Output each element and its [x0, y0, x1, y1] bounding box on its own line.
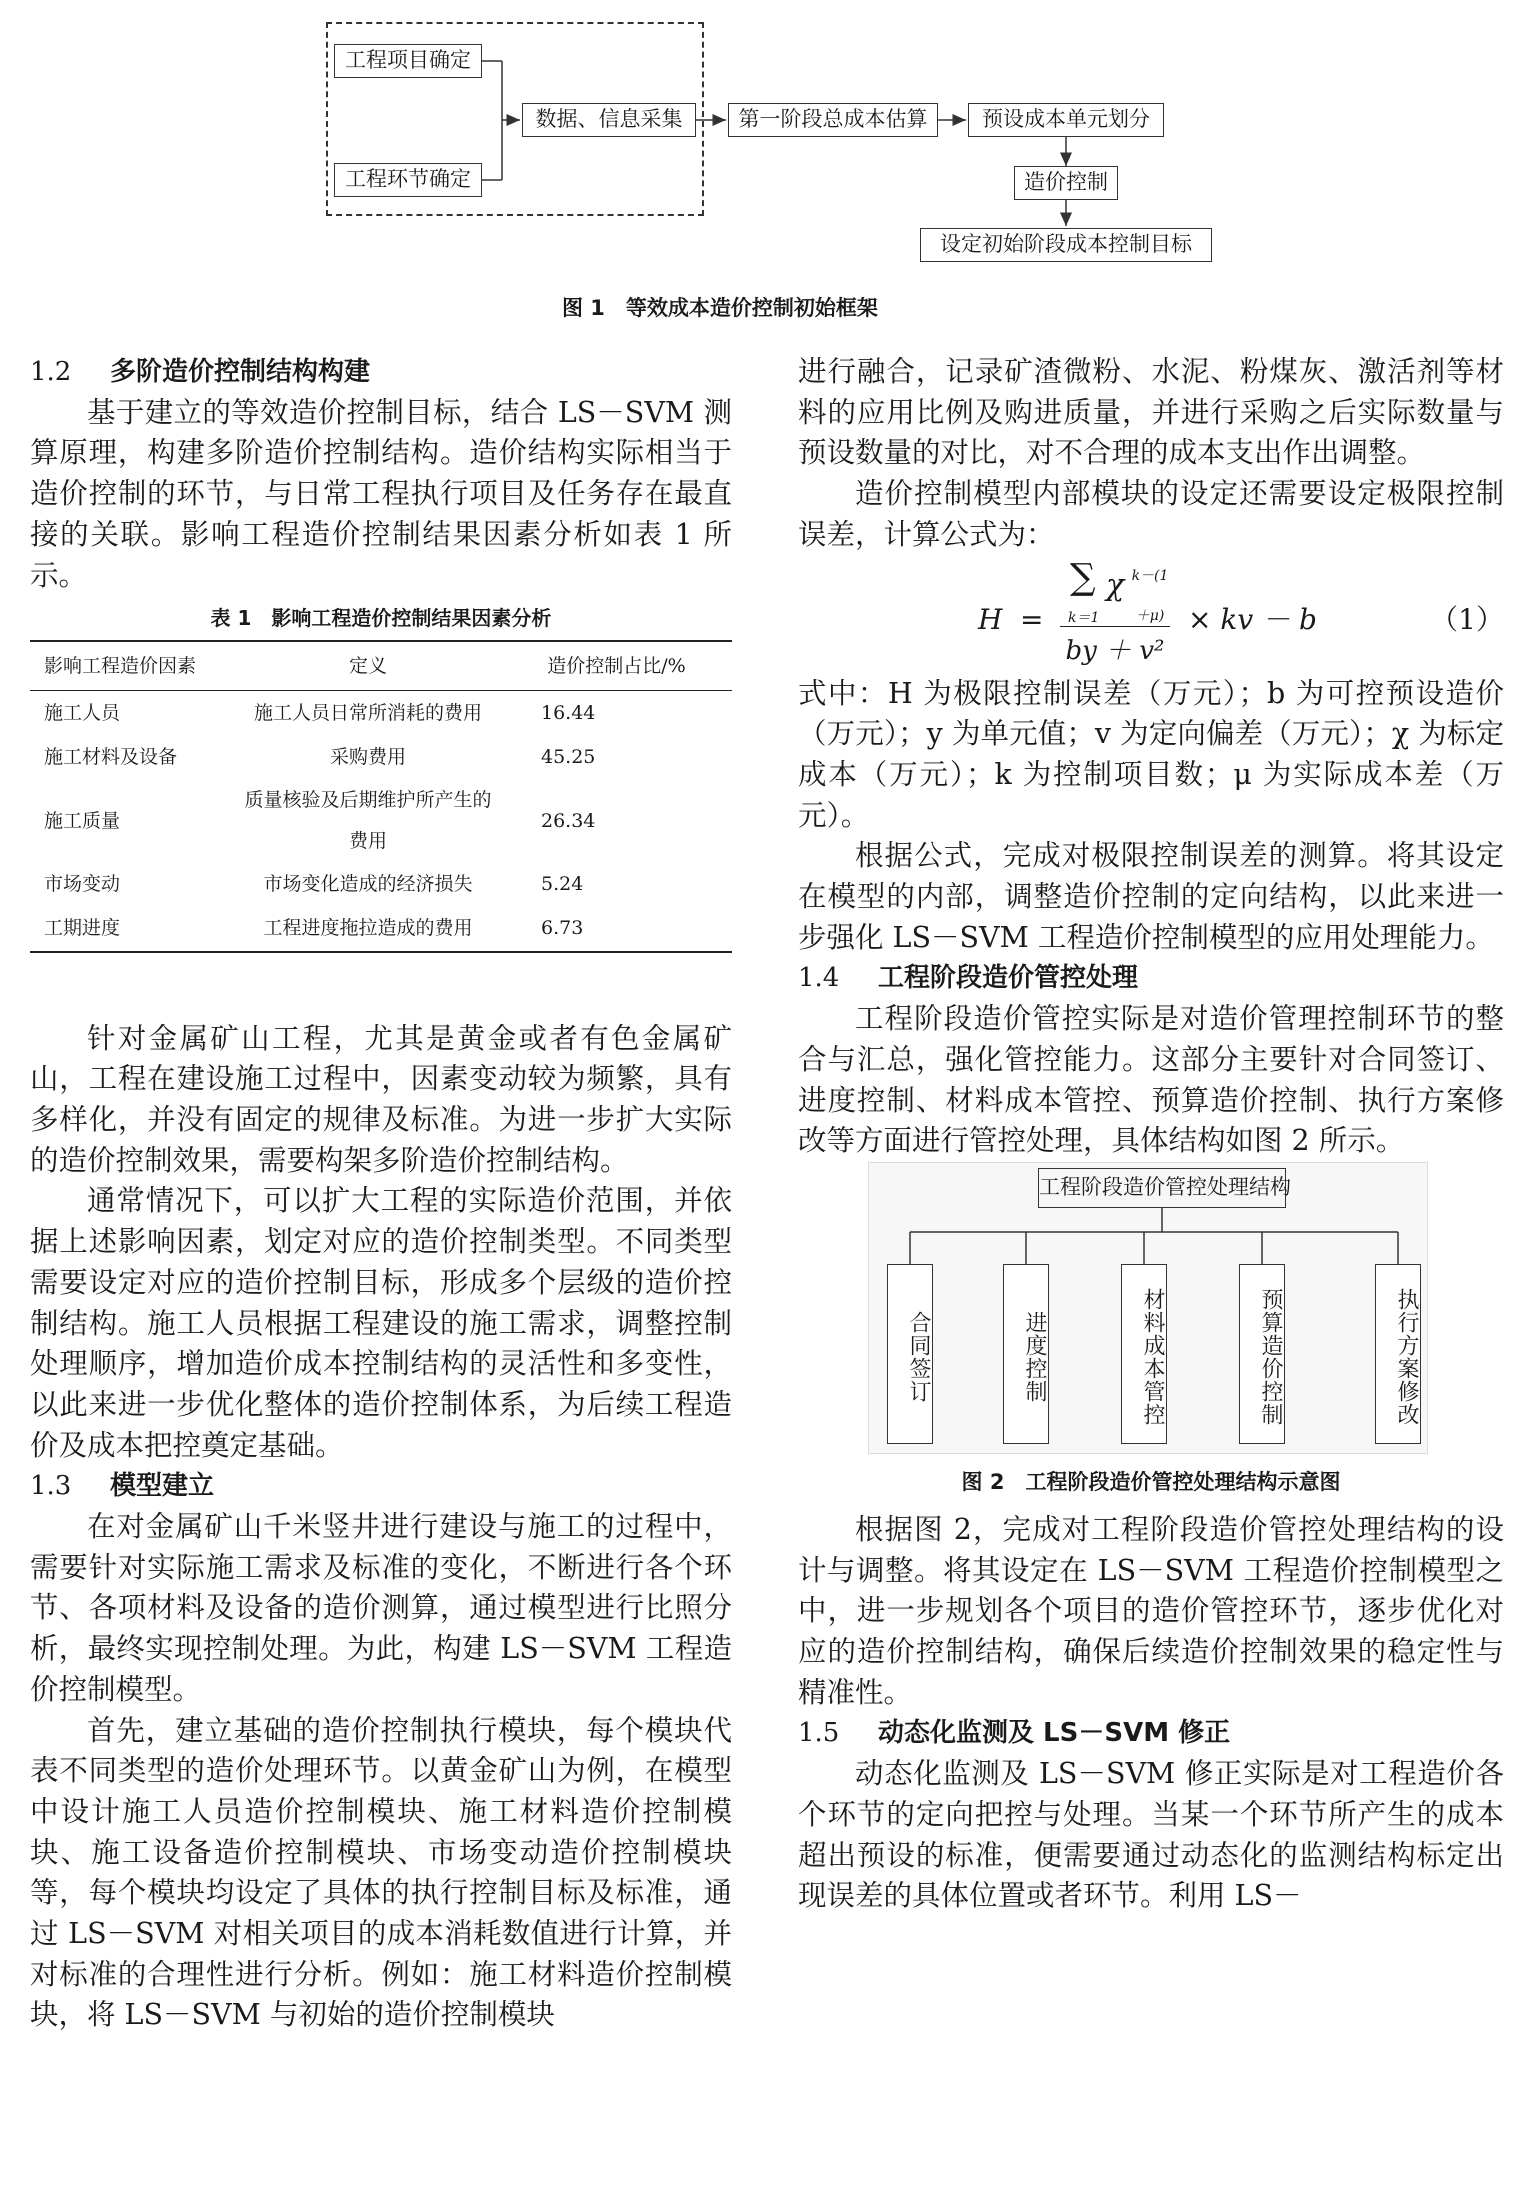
section-title: 动态化监测及 LS－SVM 修正: [878, 1718, 1231, 1749]
figure-1-connectors: [0, 0, 1536, 300]
figure-2-root-box: 工程阶段造价管控处理结构: [1038, 1168, 1286, 1208]
paragraph: 根据图 2，完成对工程阶段造价管控处理结构的设计与调整。将其设定在 LS－SVM 工程造价控制模型之中，进一步规划各个项目的造价管控环节，逐步优化对应的造价控制结构，确保后续造价控制效果的稳定性与精准性。: [798, 1512, 1504, 1709]
cost-unit-divide-box: 预设成本单元划分: [968, 103, 1164, 137]
formula-denominator: by ＋ v²: [1065, 635, 1165, 666]
table-cell: 采购费用: [329, 745, 406, 768]
first-stage-estimate-box: 第一阶段总成本估算: [728, 103, 938, 137]
table-row: [30, 863, 732, 907]
paragraph: 造价控制模型内部模块的设定还需要设定极限控制误差，计算公式为：: [798, 477, 1504, 551]
figure-2-leaf-material: 材料成本管控: [1121, 1264, 1167, 1444]
data-collect-box: 数据、信息采集: [522, 103, 696, 137]
paragraph: 通常情况下，可以扩大工程的实际造价范围，并依据上述影响因素，划定对应的造价控制类型。不同类型需要设定对应的造价控制目标，形成多个层级的造价控制结构。施工人员根据工程建设的施工需求，调整控制处理顺序，增加造价成本控制结构的灵活性和多变性，以此来进一步优化整体的造价控制体系，为后续工程造价及成本把控奠定基础。: [30, 1184, 732, 1462]
table-spacer: [30, 953, 732, 1019]
table-cell: 工程进度拖拉造成的费用: [235, 907, 501, 952]
table-cell: 质量核验及后期维护所产生的费用: [244, 789, 492, 852]
table-row: [30, 735, 732, 779]
initial-target-box: 设定初始阶段成本控制目标: [920, 228, 1212, 262]
formula-lhs: H: [978, 602, 1003, 636]
right-column: [798, 352, 1504, 1917]
formula-number: （1）: [1430, 602, 1504, 636]
table-cell: 26.34: [541, 809, 596, 832]
figure-2-leaf-contract: 合同签订: [887, 1264, 933, 1444]
section-number: 1.2: [30, 357, 72, 387]
formula-1: [798, 556, 1504, 674]
section-number: 1.3: [30, 1471, 72, 1502]
table-cell: 施工材料及设备: [44, 745, 178, 768]
formula-exponent: k－(1＋μ): [1131, 567, 1169, 625]
section-1-2-heading: [30, 352, 732, 393]
project-confirm-box: 工程项目确定: [334, 44, 482, 78]
formula-rest: × kv － b: [1188, 602, 1317, 636]
figure-2: [798, 1162, 1504, 1462]
table-cell: 施工质量: [44, 809, 121, 832]
table-header: 影响工程造价因素: [30, 641, 235, 691]
table-cell: 5.24: [541, 873, 584, 896]
table-cell: 施工人员日常所消耗的费用: [253, 701, 482, 724]
table-1: [30, 640, 732, 952]
figure-2-leaf-plan: 执行方案修改: [1375, 1264, 1421, 1444]
paragraph: 动态化监测及 LS－SVM 修正实际是对工程造价各个环节的定向把控与处理。当某一个环节所产生的成本超出预设的标准，便需要通过动态化的监测结构标定出现误差的具体位置或者环节。利用 LS－: [798, 1757, 1504, 1913]
table-header: 造价控制占比/%: [501, 641, 732, 691]
table-cell: 45.25: [541, 745, 596, 768]
paragraph: 进行融合，记录矿渣微粉、水泥、粉煤灰、激活剂等材料的应用比例及购进质量，并进行采购之后实际数量与预设数量的对比，对不合理的成本支出作出调整。: [798, 355, 1504, 470]
figure-1: [0, 0, 1536, 340]
section-title: 多阶造价控制结构构建: [110, 357, 371, 387]
paragraph: 式中：H 为极限控制误差（万元）；b 为可控预设造价（万元）；y 为单元值；v 为定向偏差（万元）；χ 为标定成本（万元）；k 为控制项目数；μ 为实际成本差（万元）。: [798, 676, 1504, 832]
section-number: 1.4: [798, 963, 840, 994]
chi-symbol: χ: [1106, 567, 1125, 603]
section-1-3-heading: [30, 1466, 732, 1507]
table-row: [30, 691, 732, 736]
stage-confirm-box: 工程环节确定: [334, 163, 482, 197]
table-header-row: [30, 641, 732, 691]
cost-control-box: 造价控制: [1014, 166, 1118, 200]
formula-equals: =: [1020, 602, 1044, 636]
sum-symbol: ∑: [1070, 556, 1096, 598]
table-header: 定义: [235, 641, 501, 691]
table-cell: 6.73: [501, 907, 732, 952]
paragraph: 针对金属矿山工程，尤其是黄金或者有色金属矿山，工程在建设施工过程中，因素变动较为频繁，具有多样化，并没有固定的规律及标准。为进一步扩大实际的造价控制效果，需要构架多阶造价控制结构。: [30, 1021, 732, 1177]
table-cell: 市场变动: [44, 873, 121, 896]
figure-2-leaf-budget: 预算造价控制: [1239, 1264, 1285, 1444]
table-1-title: 表 1 影响工程造价控制结果因素分析: [210, 606, 552, 631]
figure-2-leaf-progress: 进度控制: [1003, 1264, 1049, 1444]
table-cell: 市场变化造成的经济损失: [263, 873, 473, 896]
section-number: 1.5: [798, 1718, 840, 1749]
figure-1-caption: 图 1 等效成本造价控制初始框架: [562, 296, 878, 320]
table-cell: 16.44: [541, 701, 596, 724]
table-row: [30, 907, 732, 952]
paragraph: 根据公式，完成对极限控制误差的测算。将其设定在模型的内部，调整造价控制的定向结构，以此来进一步强化 LS－SVM 工程造价控制模型的应用处理能力。: [798, 839, 1504, 954]
formula-numerator: [1060, 556, 1170, 626]
sum-lower-limit: k＝1: [1068, 609, 1100, 626]
table-cell: 工期进度: [30, 907, 235, 952]
paragraph: 在对金属矿山千米竖井进行建设与施工的过程中，需要针对实际施工需求及标准的变化，不断进行各个环节、各项材料及设备的造价测算，通过模型进行比照分析，最终实现控制处理。为此，构建 LS－SVM 工程造价控制模型。: [30, 1510, 732, 1706]
paragraph: 基于建立的等效造价控制目标，结合 LS－SVM 测算原理，构建多阶造价控制结构。造价结构实际相当于造价控制的环节，与日常工程执行项目及任务存在最直接的关联。影响工程造价控制结果因素分析如表 1 所示。: [30, 395, 732, 592]
section-title: 工程阶段造价管控处理: [878, 963, 1139, 994]
paragraph: 首先，建立基础的造价控制执行模块，每个模块代表不同类型的造价处理环节。以黄金矿山为例，在模型中设计施工人员造价控制模块、施工材料造价控制模块、施工设备造价控制模块、市场变动造价控制模块等，每个模块均设定了具体的执行控制目标及标准，通过 LS－SVM 对相关项目的成本消耗数值进行计算，并对标准的合理性进行分析。例如：施工材料造价控制模块，将 LS－SVM 与初始的造价控制模块: [30, 1713, 732, 2032]
formula-fraction: [1060, 558, 1170, 672]
table-cell: 施工人员: [44, 701, 121, 724]
section-1-5-heading: [798, 1713, 1504, 1754]
section-1-4-heading: [798, 958, 1504, 999]
section-title: 模型建立: [110, 1471, 215, 1502]
paragraph: 工程阶段造价管控实际是对造价管理控制环节的整合与汇总，强化管控能力。这部分主要针对合同签订、进度控制、材料成本管控、预算造价控制、执行方案修改等方面进行管控处理，具体结构如图 2 所示。: [798, 1002, 1504, 1158]
figure-2-caption: 图 2 工程阶段造价管控处理结构示意图: [961, 1469, 1341, 1494]
left-column: [30, 352, 732, 2036]
table-row: [30, 779, 732, 862]
